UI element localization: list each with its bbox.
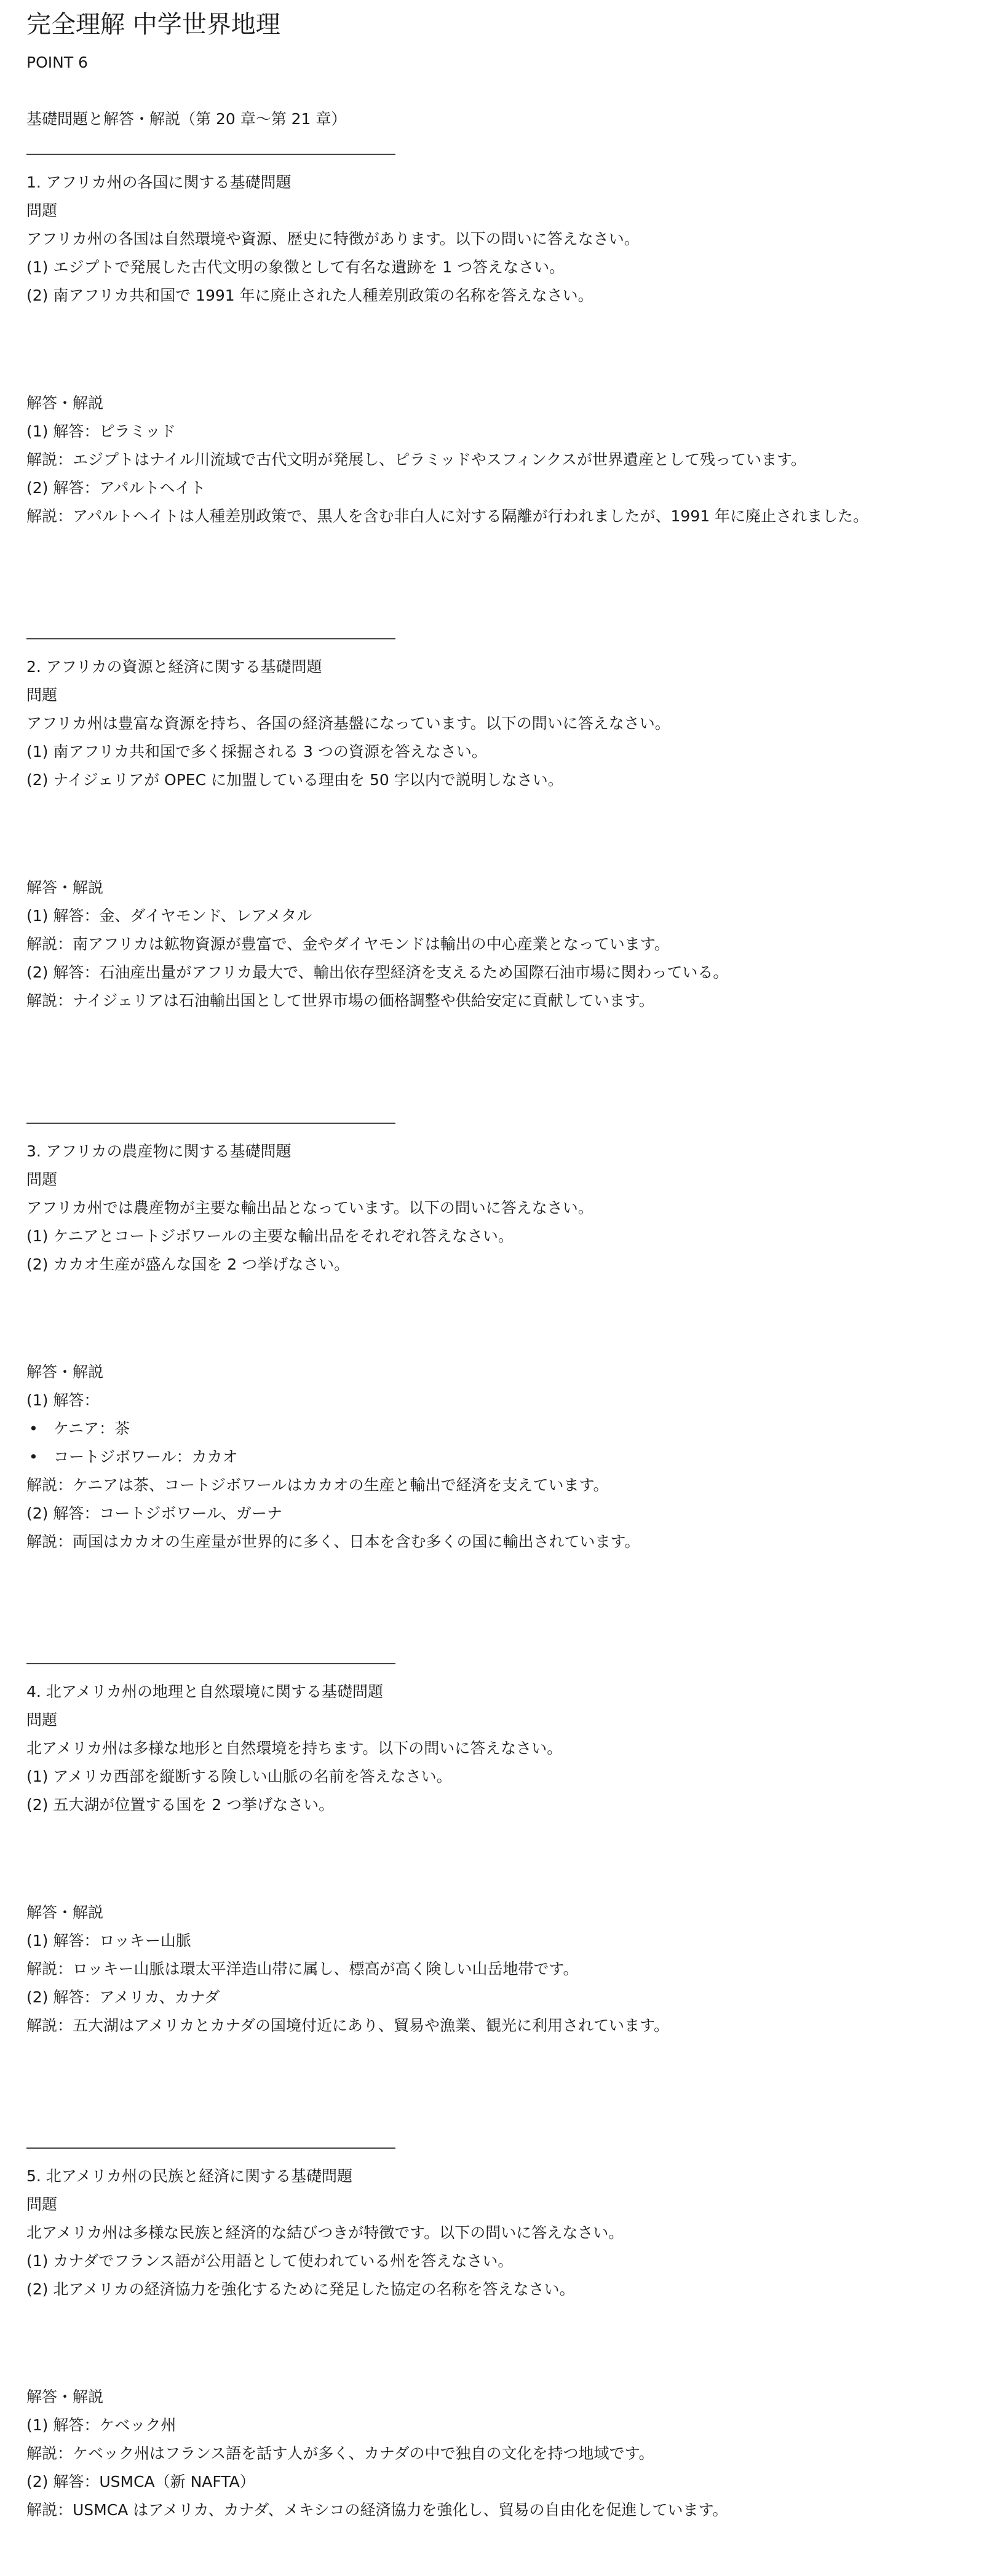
explanation-1: 解説：エジプトはナイル川流域で古代文明が発展し、ピラミッドやスフィンクスが世界遺産として残っています。 — [26, 451, 807, 468]
bullet-text: ケニア：茶 — [54, 1420, 130, 1437]
explanation-2: 解説：USMCA はアメリカ、カナダ、メキシコの経済協力を強化し、貿易の自由化を促進しています。 — [26, 2501, 728, 2519]
answer-2: (2) 解答：アパルトヘイト — [26, 479, 206, 497]
section-2 — [26, 638, 949, 1015]
question-lead: アフリカ州では農産物が主要な輸出品となっています。以下の問いに答えなさい。 — [26, 1199, 593, 1217]
answer-1: (1) 解答：ピラミッド — [26, 422, 176, 440]
question-lead: アフリカ州は豊富な資源を持ち、各国の経済基盤になっています。以下の問いに答えなさい。 — [26, 714, 670, 732]
answer-1: (1) 解答：金、ダイヤモンド、レアメタル — [26, 907, 312, 925]
section-heading: 5. 北アメリカ州の民族と経済に関する基礎問題 — [26, 2167, 353, 2185]
section-heading: 1. アフリカ州の各国に関する基礎問題 — [26, 173, 292, 191]
question-1: (1) 南アフリカ共和国で多く採掘される 3 つの資源を答えなさい。 — [26, 743, 487, 761]
explanation-1: 解説：ロッキー山脈は環太平洋造山帯に属し、標高が高く険しい山岳地帯です。 — [26, 1960, 579, 1978]
section-1 — [26, 154, 949, 531]
question-1: (1) ケニアとコートジボワールの主要な輸出品をそれぞれ答えなさい。 — [26, 1227, 514, 1245]
section-4 — [26, 1663, 949, 2040]
section-divider — [26, 1663, 395, 1664]
section-divider — [26, 154, 395, 155]
section-heading: 2. アフリカの資源と経済に関する基礎問題 — [26, 658, 322, 676]
document-title: 完全理解 中学世界地理 — [26, 10, 280, 39]
explanation-2: 解説：両国はカカオの生産量が世界的に多く、日本を含む多くの国に輸出されています。 — [26, 1533, 640, 1551]
question-2: (2) ナイジェリアが OPEC に加盟している理由を 50 字以内で説明しなさい。 — [26, 771, 563, 789]
question-label: 問題 — [26, 2195, 58, 2213]
answer-1: (1) 解答：ロッキー山脈 — [26, 1932, 191, 1950]
answer-2: (2) 解答：アメリカ、カナダ — [26, 1988, 220, 2006]
answer-2: (2) 解答：USMCA（新 NAFTA） — [26, 2473, 255, 2491]
section-divider — [26, 1123, 395, 1124]
explanation-2: 解説：ナイジェリアは石油輸出国として世界市場の価格調整や供給安定に貢献しています。 — [26, 992, 654, 1009]
explanation-2: 解説：五大湖はアメリカとカナダの国境付近にあり、貿易や漁業、観光に利用されています。 — [26, 2017, 670, 2034]
question-2: (2) 五大湖が位置する国を 2 つ挙げなさい。 — [26, 1796, 335, 1814]
document-subtitle: POINT 6 — [26, 53, 88, 71]
question-label: 問題 — [26, 1171, 58, 1188]
explanation-2: 解説：アパルトヘイトは人種差別政策で、黒人を含む非白人に対する隔離が行われましたが、1991 年に廃止されました。 — [26, 507, 869, 525]
section-heading: 4. 北アメリカ州の地理と自然環境に関する基礎問題 — [26, 1683, 384, 1701]
question-2: (2) カカオ生産が盛んな国を 2 つ挙げなさい。 — [26, 1255, 350, 1273]
explanation-1: 解説：南アフリカは鉱物資源が豊富で、金やダイヤモンドは輸出の中心産業となっています。 — [26, 935, 670, 953]
section-heading: 3. アフリカの農産物に関する基礎問題 — [26, 1142, 292, 1160]
question-lead: アフリカ州の各国は自然環境や資源、歴史に特徴があります。以下の問いに答えなさい。 — [26, 230, 640, 248]
answer-1: (1) 解答： — [26, 1391, 100, 1409]
list-item — [26, 1443, 949, 1471]
answer-label: 解答・解説 — [26, 2388, 104, 2406]
answer-2: (2) 解答：石油産出量がアフリカ最大で、輸出依存型経済を支えるため国際石油市場に関わっている。 — [26, 963, 729, 981]
answer-1: (1) 解答：ケベック州 — [26, 2416, 177, 2434]
question-1: (1) アメリカ西部を縦断する険しい山脈の名前を答えなさい。 — [26, 1768, 452, 1785]
section-divider — [26, 638, 395, 639]
answer-label: 解答・解説 — [26, 394, 104, 412]
section-5 — [26, 2147, 949, 2524]
explanation-1: 解説：ケベック州はフランス語を話す人が多く、カナダの中で独自の文化を持つ地域です。 — [26, 2444, 654, 2462]
question-1: (1) カナダでフランス語が公用語として使われている州を答えなさい。 — [26, 2252, 514, 2270]
section-3 — [26, 1123, 949, 1556]
question-label: 問題 — [26, 202, 58, 219]
question-2: (2) 北アメリカの経済協力を強化するために発足した協定の名称を答えなさい。 — [26, 2280, 575, 2298]
document-intro: 基礎問題と解答・解説（第 20 章〜第 21 章） — [26, 110, 347, 128]
explanation-1: 解説：ケニアは茶、コートジボワールはカカオの生産と輸出で経済を支えています。 — [26, 1476, 609, 1494]
answer-2: (2) 解答：コートジボワール、ガーナ — [26, 1504, 282, 1522]
bullet-icon: • — [29, 1420, 38, 1437]
question-label: 問題 — [26, 1711, 58, 1729]
question-lead: 北アメリカ州は多様な地形と自然環境を持ちます。以下の問いに答えなさい。 — [26, 1739, 563, 1757]
section-divider — [26, 2147, 395, 2149]
answer-label: 解答・解説 — [26, 1363, 104, 1381]
answer-label: 解答・解説 — [26, 879, 104, 896]
bullet-text: コートジボワール：カカオ — [54, 1448, 238, 1466]
bullet-icon: • — [29, 1448, 38, 1466]
question-label: 問題 — [26, 686, 58, 704]
question-2: (2) 南アフリカ共和国で 1991 年に廃止された人種差別政策の名称を答えなさい。 — [26, 286, 593, 304]
answer-label: 解答・解説 — [26, 1903, 104, 1921]
list-item — [26, 1415, 949, 1443]
question-lead: 北アメリカ州は多様な民族と経済的な結びつきが特徴です。以下の問いに答えなさい。 — [26, 2224, 624, 2242]
question-1: (1) エジプトで発展した古代文明の象徴として有名な遺跡を 1 つ答えなさい。 — [26, 258, 565, 276]
